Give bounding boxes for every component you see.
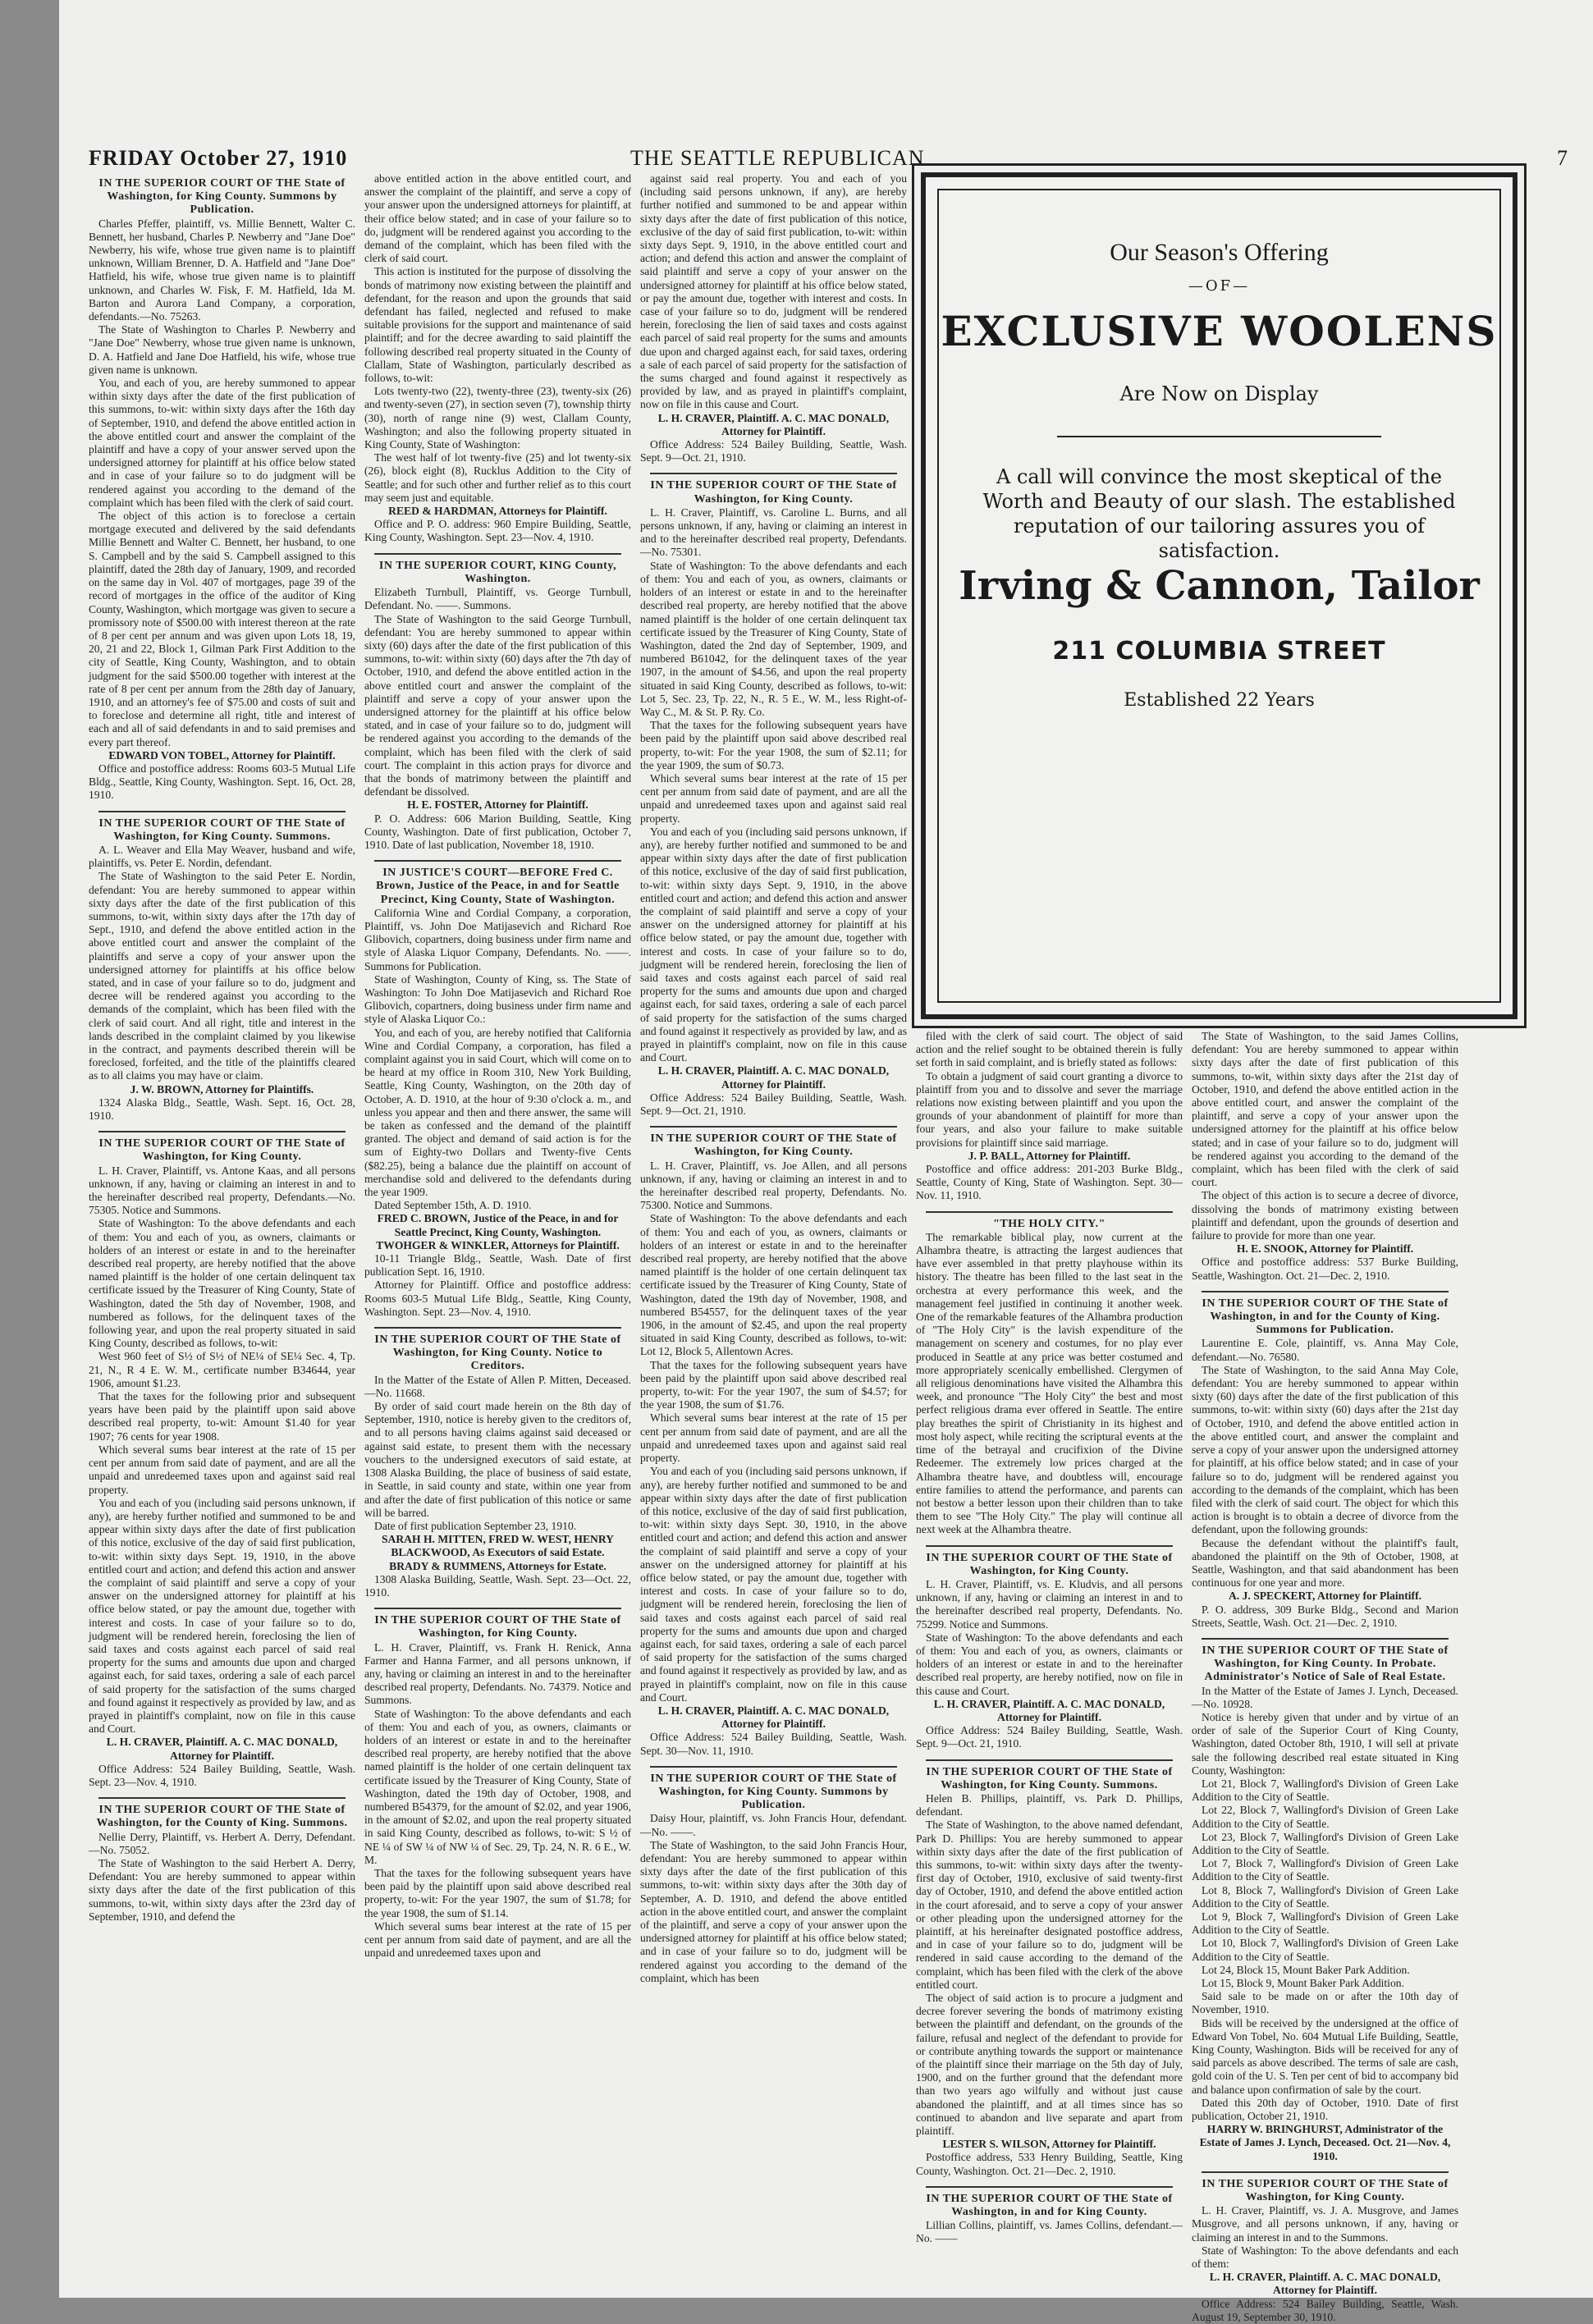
notice-paragraph: The remarkable biblical play, now current at the Alhambra theatre, is attracting the largest audiences that have ever assembled in that pretty playhouse within its history. The theatre has been filled to the last seat in the orchestra at every performance this week, and the management feel justified in continuing it another week. One of the remarkable features of the Alhambra production of "The Holy City" is the lavish expenditure of the management on scenery and costumes, for no play ever produced in Seattle at any price was better costumed and more appropriately scenically embellished. Clergymen of all religious denominations have visited the Alhambra this week, and pronounce "The Holy City" the best and most perfect religious drama ever offered in Seattle. The entire play breathes the spirit of Christianity in its highest and most holy aspect, while reciting the scriptural events at the time of the betrayal and crucifixion of the Divine Redeemer. The extremely low prices charged at the Alhambra theatre have, and doubtless will, encourage entire families to attend the performance, and parents can not bestow a better lesson upon their children than to take them to see "The Holy City." The play will continue all next week at the Alhambra theatre. <box>916 1230 1183 1536</box>
notice-paragraph: Postoffice address, 533 Henry Building, Seattle, King County, Washington. Oct. 21—Dec. 2, 1910. <box>916 2151 1183 2177</box>
notice-paragraph: L. H. Craver, Plaintiff, vs. Joe Allen, and all persons unknown, if any, having or claiming an interest in and to the hereinafter described real property, Defendants. No. 75300. Notice and Summons. <box>640 1159 907 1212</box>
notice-heading: IN THE SUPERIOR COURT OF THE State of Washington, for King County. <box>98 1137 346 1164</box>
notice-paragraph: Daisy Hour, plaintiff, vs. John Francis Hour, defendant.—No. ——. <box>640 1812 907 1838</box>
notice-paragraph: Because the defendant without the plaintiff's fault, abandoned the plaintiff on the 9th of October, 1908, at Seattle, Washington, and that said abandonment has been continuous for one year and more. <box>1192 1536 1458 1590</box>
notice-paragraph: The object of this action is to foreclose a certain mortgage executed and delivered by the said defendants Millie Bennett and Walter C. Bennett, her husband, to one S. Campbell and by the said S. Campbell assigned to this plaintiff, dated the 28th day of January, 1909, and recorded on the same day in Vol. 407 of mortgages, page 39 of the record of mortgages in the office of the auditor of King County, Washington, which mortgage was given to secure a promissory note of $500.00 with interest thereon at the rate of 8 per cent per annum and was given upon Lots 18, 19, 20, 21 and 22, Block 1, Gilman Park First Addition to the city of Seattle, King County, Washington, and to obtain judgment for the said $500.00 together with interest at the rate of 8 per cent per annum from the 28th day of January, 1910, and an attorney's fee of $75.00 and costs of suit and to foreclose and determine all right, title and interest of each and all of said defendants in and to said premises and every part thereof. <box>89 510 355 748</box>
notice-paragraph: Lot 22, Block 7, Wallingford's Division of Green Lake Addition to the City of Seattle. <box>1192 1804 1458 1830</box>
ad-firm-name: Irving & Cannon, Tailor <box>959 563 1480 609</box>
notice-heading: IN THE SUPERIOR COURT OF THE State of Washington, for King County. Summons by Publication. <box>650 1772 897 1812</box>
notice-paragraph: above entitled action in the above entitled court, and answer the complaint of the plaintiff, and serve a copy of your answer upon the undersigned attorneys for plaintiff, at their office below stated; and in case of your failure so to do, judgment will be rendered against you according to the demand of the complaint, which has been filed with the clerk of said court. <box>364 172 631 265</box>
notice-paragraph: The State of Washington, to the said James Collins, defendant: You are hereby summoned to appear within sixty days after the date of first publication of this summons, to-wit, within sixty days after the 21st day of October, 1910, and defend the above entitled action in the above entitled court, and answer the complaint of the plaintiff, and serve a copy of your answer upon the undersigned attorney for the plaintiff at his office below stated; and in case of your failure so to do, judgment will be rendered against you according to the demand of the complaint, which has been filed with the clerk of said court. <box>1192 1030 1458 1189</box>
column-rule <box>650 1126 897 1128</box>
notice-paragraph: Bids will be received by the undersigned at the office of Edward Von Tobel, No. 604 Mutual Life Building, Seattle, King County, Washington. Bids will be received for any of said parcels as above described. The terms of sale are cash, gold coin of the U. S. Ten per cent of bid to accompany bid and balance upon confirmation of sale by the court. <box>1192 2016 1458 2096</box>
notice-paragraph: The object of this action is to secure a decree of divorce, dissolving the bonds of matrimony existing between plaintiff and defendant, upon the grounds of desertion and failure to provide for more than one year. <box>1192 1189 1458 1242</box>
column-rule <box>926 1211 1173 1213</box>
notice-signature: SARAH H. MITTEN, FRED W. WEST, HENRY BLACKWOOD, As Executors of said Estate. <box>381 1533 615 1559</box>
notice-paragraph: Office Address: 524 Bailey Building, Seattle, Wash. Sept. 9—Oct. 21, 1910. <box>916 1724 1183 1750</box>
notice-heading: IN THE SUPERIOR COURT OF THE State of Washington, for King County. Summons by Publication. <box>98 177 346 217</box>
column-5 <box>1192 1030 1458 2323</box>
notice-heading: IN THE SUPERIOR COURT OF THE State of Washington, for King County. <box>926 1551 1173 1577</box>
notice-paragraph: 1308 Alaska Building, Seattle, Wash. Sept. 23—Oct. 22, 1910. <box>364 1572 631 1599</box>
column-1 <box>89 172 355 2273</box>
notice-signature: H. E. FOSTER, Attorney for Plaintiff. <box>407 798 588 812</box>
notice-paragraph: P. O. Address: 606 Marion Building, Seattle, King County, Washington. Date of first publication, October 7, 1910. Date of last publication, November 18, 1910. <box>364 812 631 851</box>
column-rule <box>1202 1638 1449 1640</box>
notice-paragraph: The west half of lot twenty-five (25) and lot twenty-six (26), block eight (8), Rucklus Addition to the City of Seattle; and for such other and further relief as to this court may seem just and equitable. <box>364 451 631 504</box>
notice-paragraph: Office and postoffice address: 537 Burke Building, Seattle, Washington. Oct. 21—Dec. 2, 1910. <box>1192 1256 1458 1282</box>
column-rule <box>374 553 621 555</box>
notice-paragraph: State of Washington: To the above defendants and each of them: You and each of you, as owners, claimants or holders of an interest or estate in and to the hereinafter described real property, are hereby notified that the above named plaintiff is the holder of one certain delinquent tax certificate issued by the Treasurer of King County, State of Washington, dated the 19th day of October, 1908, and numbered B54379, for the amount of $2.02, and year 1906, in the amount of $2.02, and upon the real property situated in said King County, described as follows, to-wit: S ½ of NE ¼ of SW ¼ of NW ¼ of Sec. 29, Tp. 24, N. R. 6 E., W. M. <box>364 1707 631 1866</box>
notice-paragraph: In the Matter of the Estate of Allen P. Mitten, Deceased.—No. 11668. <box>364 1373 631 1399</box>
notice-paragraph: Charles Pfeffer, plaintiff, vs. Millie Bennett, Walter C. Bennett, her husband, Charles P. Newberry and "Jane Doe" Newberry, his wife, whose true given name is to plaintiff unknown, William Brenner, D. A. Hatfield and "Jane Doe" Hatfield, his wife, whose true given name is to plaintiff unknown, and Charles W. Fisk, F. M. Hatfield, Ida M. Barton and Aurora Land Company, a corporation, defendants.—No. 75263. <box>89 217 355 323</box>
notice-paragraph: That the taxes for the following subsequent years have been paid by the plaintiff upon said above described real property, to-wit: For the year 1908, the sum of $2.11; for the year 1909, the sum of $0.73. <box>640 719 907 771</box>
column-rule <box>374 1327 621 1329</box>
notice-heading: IN THE SUPERIOR COURT OF THE State of Washington, for King County. <box>650 1132 897 1159</box>
column-rule <box>98 811 346 812</box>
notice-paragraph: Office and P. O. address: 960 Empire Building, Seattle, King County, Washington. Sept. 23—Nov. 4, 1910. <box>364 518 631 544</box>
notice-paragraph: Lot 7, Block 7, Wallingford's Division of Green Lake Addition to the City of Seattle. <box>1192 1857 1458 1883</box>
notice-paragraph: Notice is hereby given that under and by virtue of an order of sale of the Superior Court of King County, Washington, dated October 8th, 1910, I will sell at private sale the following described real estate situated in King County, Washington: <box>1192 1710 1458 1777</box>
notice-signature: HARRY W. BRINGHURST, Administrator of the Estate of James J. Lynch, Deceased. Oct. 21—Nov. 4, 1910. <box>1199 2123 1451 2162</box>
notice-signature: J. P. BALL, Attorney for Plaintiff. <box>968 1149 1131 1162</box>
notice-paragraph: The State of Washington to Charles P. Newberry and "Jane Doe" Newberry, whose true given name is unknown, D. A. Hatfield and Jane Doe Hatfield, his wife, whose true given name is unknown. <box>89 323 355 376</box>
notice-paragraph: Lot 21, Block 7, Wallingford's Division of Green Lake Addition to the City of Seattle. <box>1192 1777 1458 1804</box>
column-rule <box>650 473 897 474</box>
notice-paragraph: You and each of you (including said persons unknown, if any), are hereby further notified and summoned to be and appear within sixty days after the date of first publication of this notice, exclusive of the day of said first publication, to-wit: within sixty days Sept. 9, 1910, in the above entitled court and action; and defend this action and answer the complaint of said plaintiff and serve a copy of your answer on the undersigned attorney for plaintiff at his office below stated, or pay the amount due, together with interest and costs. In case of your failure so to do, judgment will be rendered herein, foreclosing the lien of said taxes and costs against each parcel of said real property for the sums and amounts due upon and charged against each, for said taxes, ordering a sale of each parcel of said property for the satisfaction of the sums charged and found against it respectively as provided by law, and as prayed in plaintiff's complaint, now on file in this cause and Court. <box>640 825 907 1064</box>
notice-signature: L. H. CRAVER, Plaintiff. A. C. MAC DONALD, Attorney for Plaintiff. <box>1209 2271 1441 2297</box>
ad-divider <box>1057 436 1381 437</box>
notice-paragraph: The State of Washington, to the said Anna May Cole, defendant: You are hereby summoned to appear within sixty (60) days after the date of the first publication of this summons, to-wit: within sixty (60) days after the 21st day of October, 1910, and defend the above entitled action in the above entitled court, and answer the complaint and serve a copy of your answer upon the undersigned attorney for plaintiff, at his office below stated; and in case of your failure so to do, judgment will be rendered against you according to the demands of the complaint, which has been filed with the clerk of said court. The object for which this action is brought is to obtain a decree of divorce from the defendant, upon the following grounds: <box>1192 1363 1458 1536</box>
notice-signature: A. J. SPECKERT, Attorney for Plaintiff. <box>1228 1590 1421 1603</box>
notice-signature: REED & HARDMAN, Attorneys for Plaintiff. <box>388 505 607 518</box>
notice-signature: H. E. SNOOK, Attorney for Plaintiff. <box>1236 1242 1414 1256</box>
ad-of-line: —OF— <box>1188 277 1251 295</box>
notice-paragraph: State of Washington: To the above defendants and each of them: <box>1192 2244 1458 2271</box>
notice-paragraph: Lot 24, Block 15, Mount Baker Park Addition. <box>1202 1963 1410 1976</box>
notice-heading: IN THE SUPERIOR COURT OF THE State of Washington, for the County of King. Summons. <box>96 1804 348 1830</box>
notice-signature: L. H. CRAVER, Plaintiff. A. C. MAC DONALD, Attorney for Plaintiff. <box>657 411 890 437</box>
notice-heading: IN THE SUPERIOR COURT OF THE State of Washington, in and for the County of King. Summons for Publication. <box>1202 1297 1449 1337</box>
notice-heading: IN THE SUPERIOR COURT OF THE State of Washington, for King County. <box>374 1614 621 1640</box>
notice-paragraph: Lillian Collins, plaintiff, vs. James Collins, defendant.—No. —— <box>916 2219 1183 2245</box>
column-rule <box>650 1766 897 1768</box>
notice-signature: LESTER S. WILSON, Attorney for Plaintiff. <box>942 2138 1156 2151</box>
notice-paragraph: A. L. Weaver and Ella May Weaver, husband and wife, plaintiffs, vs. Peter E. Nordin, defendant. <box>89 843 355 870</box>
notice-paragraph: 1324 Alaska Bldg., Seattle, Wash. Sept. 16, Oct. 28, 1910. <box>89 1096 355 1123</box>
notice-paragraph: Laurentine E. Cole, plaintiff, vs. Anna May Cole, defendant.—No. 76580. <box>1192 1337 1458 1363</box>
ad-body: A call will convince the most skeptical of the Worth and Beauty of our slash. The established reputation of our tailoring assures you of satisfaction. <box>982 465 1456 562</box>
notice-paragraph: State of Washington: To the above defendants and each of them: You and each of you, as owners, claimants or holders of an interest or estate in and to the hereinafter described real property, are hereby notified, now on file in this cause and Court. <box>916 1631 1183 1697</box>
notice-paragraph: Which several sums bear interest at the rate of 15 per cent per annum from said date of payment, and are all the unpaid and unredeemed taxes upon and against said real property. <box>640 1411 907 1465</box>
notice-paragraph: That the taxes for the following subsequent years have been paid by the plaintiff upon said above described real property, to-wit: For the year 1907, the sum of $1.78; for the year 1908, the sum of $1.14. <box>364 1866 631 1919</box>
column-rule <box>1202 2171 1449 2173</box>
notice-paragraph: To obtain a judgment of said court granting a divorce to plaintiff from you and to dissolve and sever the marriage relations now existing between plaintiff and you upon the grounds of your abandonment of plaintiff for more than four years, and also your failure to make suitable provisions for plaintiff since said marriage. <box>916 1069 1183 1149</box>
ad-headline: EXCLUSIVE WOOLENS <box>941 307 1498 355</box>
notice-paragraph: against said real property. You and each of you (including said persons unknown, if any), are hereby further notified and summoned to be and appear within sixty days after the date of first publication of this notice, exclusive of the day of said first publication, to-wit: within sixty days Sept. 9, 1910, in the above entitled court and action; and defend this action and answer the complaint of said plaintiff and serve a copy of your answer on the undersigned attorney for plaintiff at his office below stated, or pay the amount due, together with interest and costs. In case of your failure so to do, judgment will be rendered herein, foreclosing the lien of said taxes and costs against each parcel of said real property for the sums and amounts due upon and charged against each, for said taxes, ordering a sale of each parcel of said property for the satisfaction of the sums charged and found against it respectively as provided by law, and as prayed in plaintiff's complaint, now on file in this cause and Court. <box>640 172 907 411</box>
notice-paragraph: L. H. Craver, Plaintiff, vs. E. Kludvis, and all persons unknown, if any, having or claiming an interest in and to the hereinafter described real property, Defendants. No. 75299. Notice and Summons. <box>916 1577 1183 1631</box>
notice-paragraph: Dated this 20th day of October, 1910. Date of first publication, October 21, 1910. <box>1192 2096 1458 2123</box>
column-rule <box>926 2186 1173 2188</box>
notice-paragraph: California Wine and Cordial Company, a corporation, Plaintiff, vs. John Doe Matijasevich and Richard Roe Glibovich, copartners, doing business under firm name and style of Alaska Liquor Company, Defendants. No. ——. Summons for Publication. <box>364 906 631 972</box>
notice-signature: FRED C. BROWN, Justice of the Peace, in and for Seattle Precinct, King County, Washington. <box>377 1212 619 1238</box>
notice-paragraph: 10-11 Triangle Bldg., Seattle, Wash. Date of first publication Sept. 16, 1910. <box>364 1252 631 1279</box>
notice-heading: IN THE SUPERIOR COURT OF THE State of Washington, for King County. <box>650 479 897 506</box>
notice-paragraph: Which several sums bear interest at the rate of 15 per cent per annum from said date of payment, and are all the unpaid and unredeemed taxes upon and against said real property. <box>640 771 907 825</box>
notice-signature: TWOHGER & WINKLER, Attorneys for Plaintiff. <box>376 1238 620 1251</box>
notice-heading: IN JUSTICE'S COURT—BEFORE Fred C. Brown, Justice of the Peace, in and for Seattle Precinct, King County, State of Washington. <box>376 867 620 906</box>
notice-heading: IN THE SUPERIOR COURT OF THE State of Washington, for King County. In Probate. Administrator's Notice of Sale of Real Estate. <box>1202 1644 1449 1684</box>
notice-paragraph: Which several sums bear interest at the rate of 15 per cent per annum from said date of payment, and are all the unpaid and unredeemed taxes upon and against said real property. <box>89 1443 355 1496</box>
column-4 <box>916 1030 1183 2273</box>
notice-paragraph: That the taxes for the following prior and subsequent years have been paid by the plaintiff upon said above described real property, to-wit: Amount $1.40 for year 1907; 76 cents for year 1908. <box>89 1390 355 1443</box>
column-rule <box>98 1131 346 1132</box>
notice-paragraph: Lot 9, Block 7, Wallingford's Division of Green Lake Addition to the City of Seattle. <box>1192 1910 1458 1937</box>
notice-paragraph: Dated September 15th, A. D. 1910. <box>374 1199 532 1212</box>
ad-established: Established 22 Years <box>1124 690 1315 711</box>
notice-signature: L. H. CRAVER, Plaintiff. A. C. MAC DONALD, Attorney for Plaintiff. <box>657 1704 890 1731</box>
masthead <box>89 138 1568 171</box>
notice-paragraph: Lot 10, Block 7, Wallingford's Division of Green Lake Addition to the City of Seattle. <box>1192 1937 1458 1963</box>
notice-heading: IN THE SUPERIOR COURT OF THE State of Washington, for King County. Notice to Creditors. <box>374 1334 621 1373</box>
notice-signature: EDWARD VON TOBEL, Attorney for Plaintiff. <box>108 748 336 762</box>
notice-paragraph: Lot 23, Block 7, Wallingford's Division of Green Lake Addition to the City of Seattle. <box>1192 1830 1458 1856</box>
notice-paragraph: The State of Washington, to the said John Francis Hour, defendant: You are hereby summoned to appear within sixty days after the date of the first publication of this summons, to-wit: within sixty days after the 30th day of September, A. D. 1910, and defend the above entitled action in the above entitled court, and answer the complaint of the plaintiff, and serve a copy of your answer upon the undersigned attorney for plaintiff at his office below stated; and in case of your failure so to do, judgment will be rendered against you according to the demand of the complaint, which has been <box>640 1838 907 1984</box>
notice-paragraph: Attorney for Plaintiff. Office and postoffice address: Rooms 603-5 Mutual Life Bldg., Seattle, King County, Washington. Sept. 23—Nov. 4, 1910. <box>364 1279 631 1318</box>
notice-paragraph: Nellie Derry, Plaintiff, vs. Herbert A. Derry, Defendant.—No. 75052. <box>89 1830 355 1856</box>
notice-signature: L. H. CRAVER, Plaintiff. A. C. MAC DONALD, Attorney for Plaintiff. <box>657 1064 890 1091</box>
notice-signature: J. W. BROWN, Attorney for Plaintiffs. <box>130 1082 314 1096</box>
notice-paragraph: Office and postoffice address: Rooms 603-5 Mutual Life Bldg., Seattle, King County, Washington. Sept. 16, Oct. 28, 1910. <box>89 762 355 802</box>
ad-display-line: Are Now on Display <box>1119 382 1319 405</box>
notice-paragraph: You and each of you (including said persons unknown, if any), are hereby further notified and summoned to be and appear within sixty days after the date of first publication of this notice, exclusive of the day of said first publication, to-wit: within sixty days Sept. 19, 1910, in the above entitled court and action; and defend this action and answer the complaint of said plaintiff and serve a copy of your answer on the undersigned attorney for plaintiff at his office below stated, or pay the amount due, together with interest and costs. In case of your failure so to do, judgment will be rendered herein, foreclosing the lien of said taxes and costs against each parcel of said real property for the sums and amounts due upon and charged against each, for said taxes, ordering a sale of each parcel of said property for the satisfaction of the sums charged and found against it respectively as provided by law, and as prayed in plaintiff's complaint, now on file in this cause and Court. <box>89 1496 355 1736</box>
newspaper-page <box>59 0 1593 2323</box>
notice-paragraph: State of Washington: To the above defendants and each of them: You and each of you, as owners, claimants or holders of an interest or estate in and to the hereinafter described real property, are hereby notified that the above named plaintiff is the holder of one certain delinquent tax certificate issued by the Treasurer of King County, State of Washington, dated the 5th day of November, 1908, and numbered as follows, for the delinquent taxes of the following year, and upon the real property situated in said King County, described as follows, to-wit: <box>89 1217 355 1350</box>
column-rule <box>1202 1291 1449 1292</box>
notice-paragraph: Office Address: 524 Bailey Building, Seattle, Wash. Sept. 30—Nov. 11, 1910. <box>640 1731 907 1757</box>
issue-date: FRIDAY October 27, 1910 <box>89 146 348 170</box>
notice-paragraph: You, and each of you, are hereby notified that California Wine and Cordial Company, a corporation, has filed a complaint against you in said Court, which will come on to be heard at my office in Room 310, New York Building, Seattle, King County, Washington, on the 20th day of October, A. D. 1910, at the hour of 9:30 o'clock a. m., and unless you appear and then and there answer, the same will be taken as confessed and the demand of the plaintiff granted. The object and demand of said action is for the sum of Eighty-two Dollars and Twenty-five Cents ($82.25), being a balance due the plaintiff on account of merchandise sold and delivered to the defendants during the year 1909. <box>364 1026 631 1199</box>
notice-paragraph: This action is instituted for the purpose of dissolving the bonds of matrimony now existing between the plaintiff and defendant, for the reason and upon the grounds that said defendant has failed, neglected and refused to make suitable provisions for the support and maintenance of said plaintiff; and for the decree awarding to said plaintiff the following described real property situated in the County of Clallam, State of Washington, particularly described as follows, to-wit: <box>364 265 631 385</box>
notice-paragraph: Lots twenty-two (22), twenty-three (23), twenty-six (26) and twenty-seven (27), in section seven (7), township thirty (30), north of range nine (9) west, Clallam County, Washington; and also the following property situated in King County, State of Washington: <box>364 385 631 451</box>
notice-paragraph: The State of Washington to the said George Turnbull, defendant: You are hereby summoned to appear within sixty (60) days after the date of the first publication of this summons, to-wit: within sixty (60) days after the 7th day of October, 1910, and defend the above entitled action in the above entitled court and answer the complaint of the plaintiff and serve a copy of your answer upon the undersigned attorney for the plaintiff at his office below stated, and in case of your failure so to do, judgment will be rendered against you according to the demands of the complaint, which has been filed with the clerk of said court. The complaint in this action prays for divorce and that the bonds of matrimony between the plaintiff and defendant be dissolved. <box>364 612 631 798</box>
notice-paragraph: Office Address: 524 Bailey Building, Seattle, Wash. August 19, September 30, 1910. <box>1192 2297 1458 2323</box>
notice-paragraph: L. H. Craver, Plaintiff, vs. Caroline L. Burns, and all persons unknown, if any, having or claiming an interest in and to the hereinafter described real property, Defendants.—No. 75301. <box>640 506 907 559</box>
notice-paragraph: Postoffice and office address: 201-203 Burke Bldg., Seattle, County of King, State of Washington. Sept. 30—Nov. 11, 1910. <box>916 1163 1183 1202</box>
notice-paragraph: P. O. address, 309 Burke Bldg., Second and Marion Streets, Seattle, Wash. Oct. 21—Dec. 2, 1910. <box>1192 1603 1458 1629</box>
notice-paragraph: filed with the clerk of said court. The object of said action and the relief sought to be obtained therein is fully set forth in said complaint, and is briefly stated as follows: <box>916 1030 1183 1069</box>
notice-paragraph: By order of said court made herein on the 8th day of September, 1910, notice is hereby given to the creditors of, and to all persons having claims against said deceased or against said estate, to present them with the necessary vouchers to the undersigned executors of said estate, at 1308 Alaska Building, the place of business of said estate, in Seattle, in said county and state, within one year from and after the date of first publication of this notice or same will be barred. <box>364 1400 631 1519</box>
notice-paragraph: Said sale to be made on or after the 10th day of November, 1910. <box>1192 1990 1458 2016</box>
notice-signature: L. H. CRAVER, Plaintiff. A. C. MAC DONALD, Attorney for Plaintiff. <box>933 1697 1165 1723</box>
notice-paragraph: Date of first publication September 23, 1910. <box>374 1519 577 1532</box>
column-rule <box>926 1545 1173 1547</box>
notice-paragraph: State of Washington: To the above defendants and each of them: You and each of you, as owners, claimants or holders of an interest or estate in and to the hereinafter described real property, are hereby notified that the above named plaintiff is the holder of one certain delinquent tax certificate issued by the Treasurer of King County, State of Washington, dated the 19th day of November, 1908, and numbered B54557, for the delinquent taxes of the year 1906, in the amount of $2.45, and upon the real property situated in said King County, described as follows, to-wit: Lot 12, Block 5, Allentown Acres. <box>640 1212 907 1358</box>
woolens-advertisement <box>921 172 1517 1019</box>
notice-heading: IN THE SUPERIOR COURT OF THE State of Washington, for King County. Summons. <box>98 817 346 843</box>
notice-paragraph: The State of Washington to the said Herbert A. Derry, Defendant: You are hereby summoned to appear within sixty days after the date of the first publication of this summons, to-wit, within sixty days after the 23rd day of September, 1910, and defend the <box>89 1856 355 1923</box>
notice-paragraph: Elizabeth Turnbull, Plaintiff, vs. George Turnbull, Defendant. No. ——. Summons. <box>364 586 631 612</box>
notice-signature: L. H. CRAVER, Plaintiff. A. C. MAC DONALD, Attorney for Plaintiff. <box>106 1736 338 1762</box>
notice-heading: IN THE SUPERIOR COURT, KING County, Washington. <box>378 559 617 585</box>
page-number: 7 <box>1557 146 1568 170</box>
notice-paragraph: The State of Washington to the said Peter E. Nordin, defendant: You are hereby summoned to appear within sixty days after the date of the first publication of this summons, to-wit, within sixty days after the 17th day of Sept., 1910, and defend the above entitled action in the above entitled court and answer the complaint of the plaintiffs and serve a copy of your answer upon the undersigned attorney for plaintiffs at his office below stated, and in case of your failure so to do, judgment and decree will be rendered against you according to the demands of the complaint, which has been filed with the clerk of said court. And all right, title and interest in the lands described in the complaint claimed by you likewise in the contract, and payments described therein will be foreclosed, forfeited, and the title of the plaintiffs cleared as to all claims you may have or claim. <box>89 870 355 1082</box>
ad-address: 211 COLUMBIA STREET <box>1052 637 1386 666</box>
notice-paragraph: Helen B. Phillips, plaintiff, vs. Park D. Phillips, defendant. <box>916 1791 1183 1818</box>
column-2 <box>364 172 631 2273</box>
notice-paragraph: That the taxes for the following subsequent years have been paid by the plaintiff upon said above described real property, to-wit: For the year 1907, the sum of $4.57; for the year 1908, the sum of $1.76. <box>640 1358 907 1411</box>
notice-heading: IN THE SUPERIOR COURT OF THE State of Washington, for King County. <box>1202 2177 1449 2204</box>
notice-paragraph: State of Washington: To the above defendants and each of them: You and each of you, as owners, claimants or holders of an interest or estate in and to the hereinafter described real property, are hereby notified that the above named plaintiff is the holder of one certain delinquent tax certificate issued by the Treasurer of King County, State of Washington, dated the 2nd day of September, 1909, and numbered B61042, for the delinquent taxes of the year 1907, in the amount of $4.56, and upon the real property situated in said King County, described as follows, to-wit: Lot 5, Sec. 23, Tp. 22, N., R. 5 E., W. M., less Right-of-Way C., M. & St. P. Ry. Co. <box>640 559 907 718</box>
notice-paragraph: State of Washington, County of King, ss. The State of Washington: To John Doe Matijasevich and Richard Roe Glibovich, copartners, doing business under firm name and style of Alaska Liquor Co.: <box>364 972 631 1026</box>
notice-paragraph: In the Matter of the Estate of James J. Lynch, Deceased.—No. 10928. <box>1192 1684 1458 1710</box>
notice-paragraph: Office Address: 524 Bailey Building, Seattle, Wash. Sept. 9—Oct. 21, 1910. <box>640 438 907 464</box>
notice-paragraph: L. H. Craver, Plaintiff, vs. Antone Kaas, and all persons unknown, if any, having or claiming an interest in and to the hereinafter described real property, Defendants.—No. 75305. Notice and Summons. <box>89 1164 355 1217</box>
ad-offer-line: Our Season's Offering <box>1110 239 1329 266</box>
notice-paragraph: The object of said action is to procure a judgment and decree forever severing the bonds of matrimony existing between the plaintiff and defendant, on the grounds of the failure, refusal and neglect of the defendant to provide for or contribute anything towards the support or maintenance of the plaintiff since their marriage on the 5th day of July, 1900, and on the further ground that the defendant more than two years ago wilfully and without just cause abandoned the plaintiff, and at all times since has so continued to abandon and live separate and apart from plaintiff. <box>916 1992 1183 2138</box>
notice-paragraph: You and each of you (including said persons unknown, if any), are hereby further notified and summoned to be and appear within sixty days after the date of first publication of this notice, exclusive of the day of said first publication, to-wit: within sixty days Sept. 30, 1910, in the above entitled court and action; and defend this action and answer the complaint of said plaintiff and serve a copy of your answer on the undersigned attorney for plaintiff at his office below stated, or pay the amount due, together with interest and costs. In case of your failure so to do, judgment will be rendered herein, foreclosing the lien of said taxes and costs against each parcel of said real property for the sums and amounts due upon and charged against each, for said taxes, ordering a sale of each parcel of said property for the satisfaction of the sums charged and found against it respectively as provided by law, and as prayed in plaintiff's complaint, now on file in this cause and Court. <box>640 1465 907 1704</box>
notice-paragraph: You, and each of you, are hereby summoned to appear within sixty days after the date of the first publication of this summons, to-wit: within sixty days after the 16th day of September, 1910, and defend the above entitled action in the above entitled court and answer the complaint of the plaintiff and have a copy of your answer served upon the undersigned attorney for plaintiff at his office below stated and in case of your failure so to do judgment will be rendered against you according to the demand of the complaint which has been filed with the clerk of said court. <box>89 377 355 509</box>
notice-signature: BRADY & RUMMENS, Attorneys for Estate. <box>389 1559 607 1572</box>
notice-paragraph: Lot 8, Block 7, Wallingford's Division of Green Lake Addition to the City of Seattle. <box>1192 1883 1458 1910</box>
notice-paragraph: The State of Washington, to the above named defendant, Park D. Phillips: You are hereby summoned to appear within sixty days after the date of the first publication of this summons, to-wit: within sixty days after the twenty-first day of October, 1910, exclusive of said twenty-first day of October, 1910, and defend the above entitled action in the court aforesaid, and to serve a copy of your answer or other pleading upon the undersigned attorney for the plaintiff, at his hereinafter designated postoffice address, and in case of your failure so to do, judgment will be rendered in said cause according to the demand of the complaint, which has been filed with the clerk of the above entitled court. <box>916 1818 1183 1991</box>
column-3 <box>640 172 907 2273</box>
notice-paragraph: Which several sums bear interest at the rate of 15 per cent per annum from said date of payment, and are all the unpaid and unredeemed taxes upon and <box>364 1919 631 1960</box>
notice-heading: IN THE SUPERIOR COURT OF THE State of Washington, for King County. Summons. <box>926 1765 1173 1791</box>
column-rule <box>374 1608 621 1609</box>
notice-paragraph: Lot 15, Block 9, Mount Baker Park Addition. <box>1202 1977 1404 1990</box>
notice-heading: "THE HOLY CITY." <box>993 1217 1105 1230</box>
notice-paragraph: Office Address: 524 Bailey Building, Seattle, Wash. Sept. 9—Oct. 21, 1910. <box>640 1091 907 1118</box>
notice-paragraph: L. H. Craver, Plaintiff, vs. J. A. Musgrove, and James Musgrove, and all persons unknown, if any, having or claiming an interest in and to the Summons. <box>1192 2204 1458 2244</box>
paper-name: THE SEATTLE REPUBLICAN <box>630 146 925 170</box>
notice-paragraph: L. H. Craver, Plaintiff, vs. Frank H. Renick, Anna Farmer and Hanna Farmer, and all persons unknown, if any, having or claiming an interest in and to the hereinafter described real property, Defendants. No. 74379. Notice and Summons. <box>364 1640 631 1707</box>
column-rule <box>98 1797 346 1799</box>
column-rule <box>374 860 621 862</box>
column-rule <box>926 1759 1173 1761</box>
notice-paragraph: West 960 feet of S½ of S½ of NE¼ of SE¼ Sec. 4, Tp. 21, N., R 4 E. W. M., certificate number B34644, year 1906, amount $1.23. <box>89 1350 355 1389</box>
notice-paragraph: Office Address: 524 Bailey Building, Seattle, Wash. Sept. 23—Nov. 4, 1910. <box>89 1762 355 1788</box>
notice-heading: IN THE SUPERIOR COURT OF THE State of Washington, in and for King County. <box>926 2192 1173 2219</box>
